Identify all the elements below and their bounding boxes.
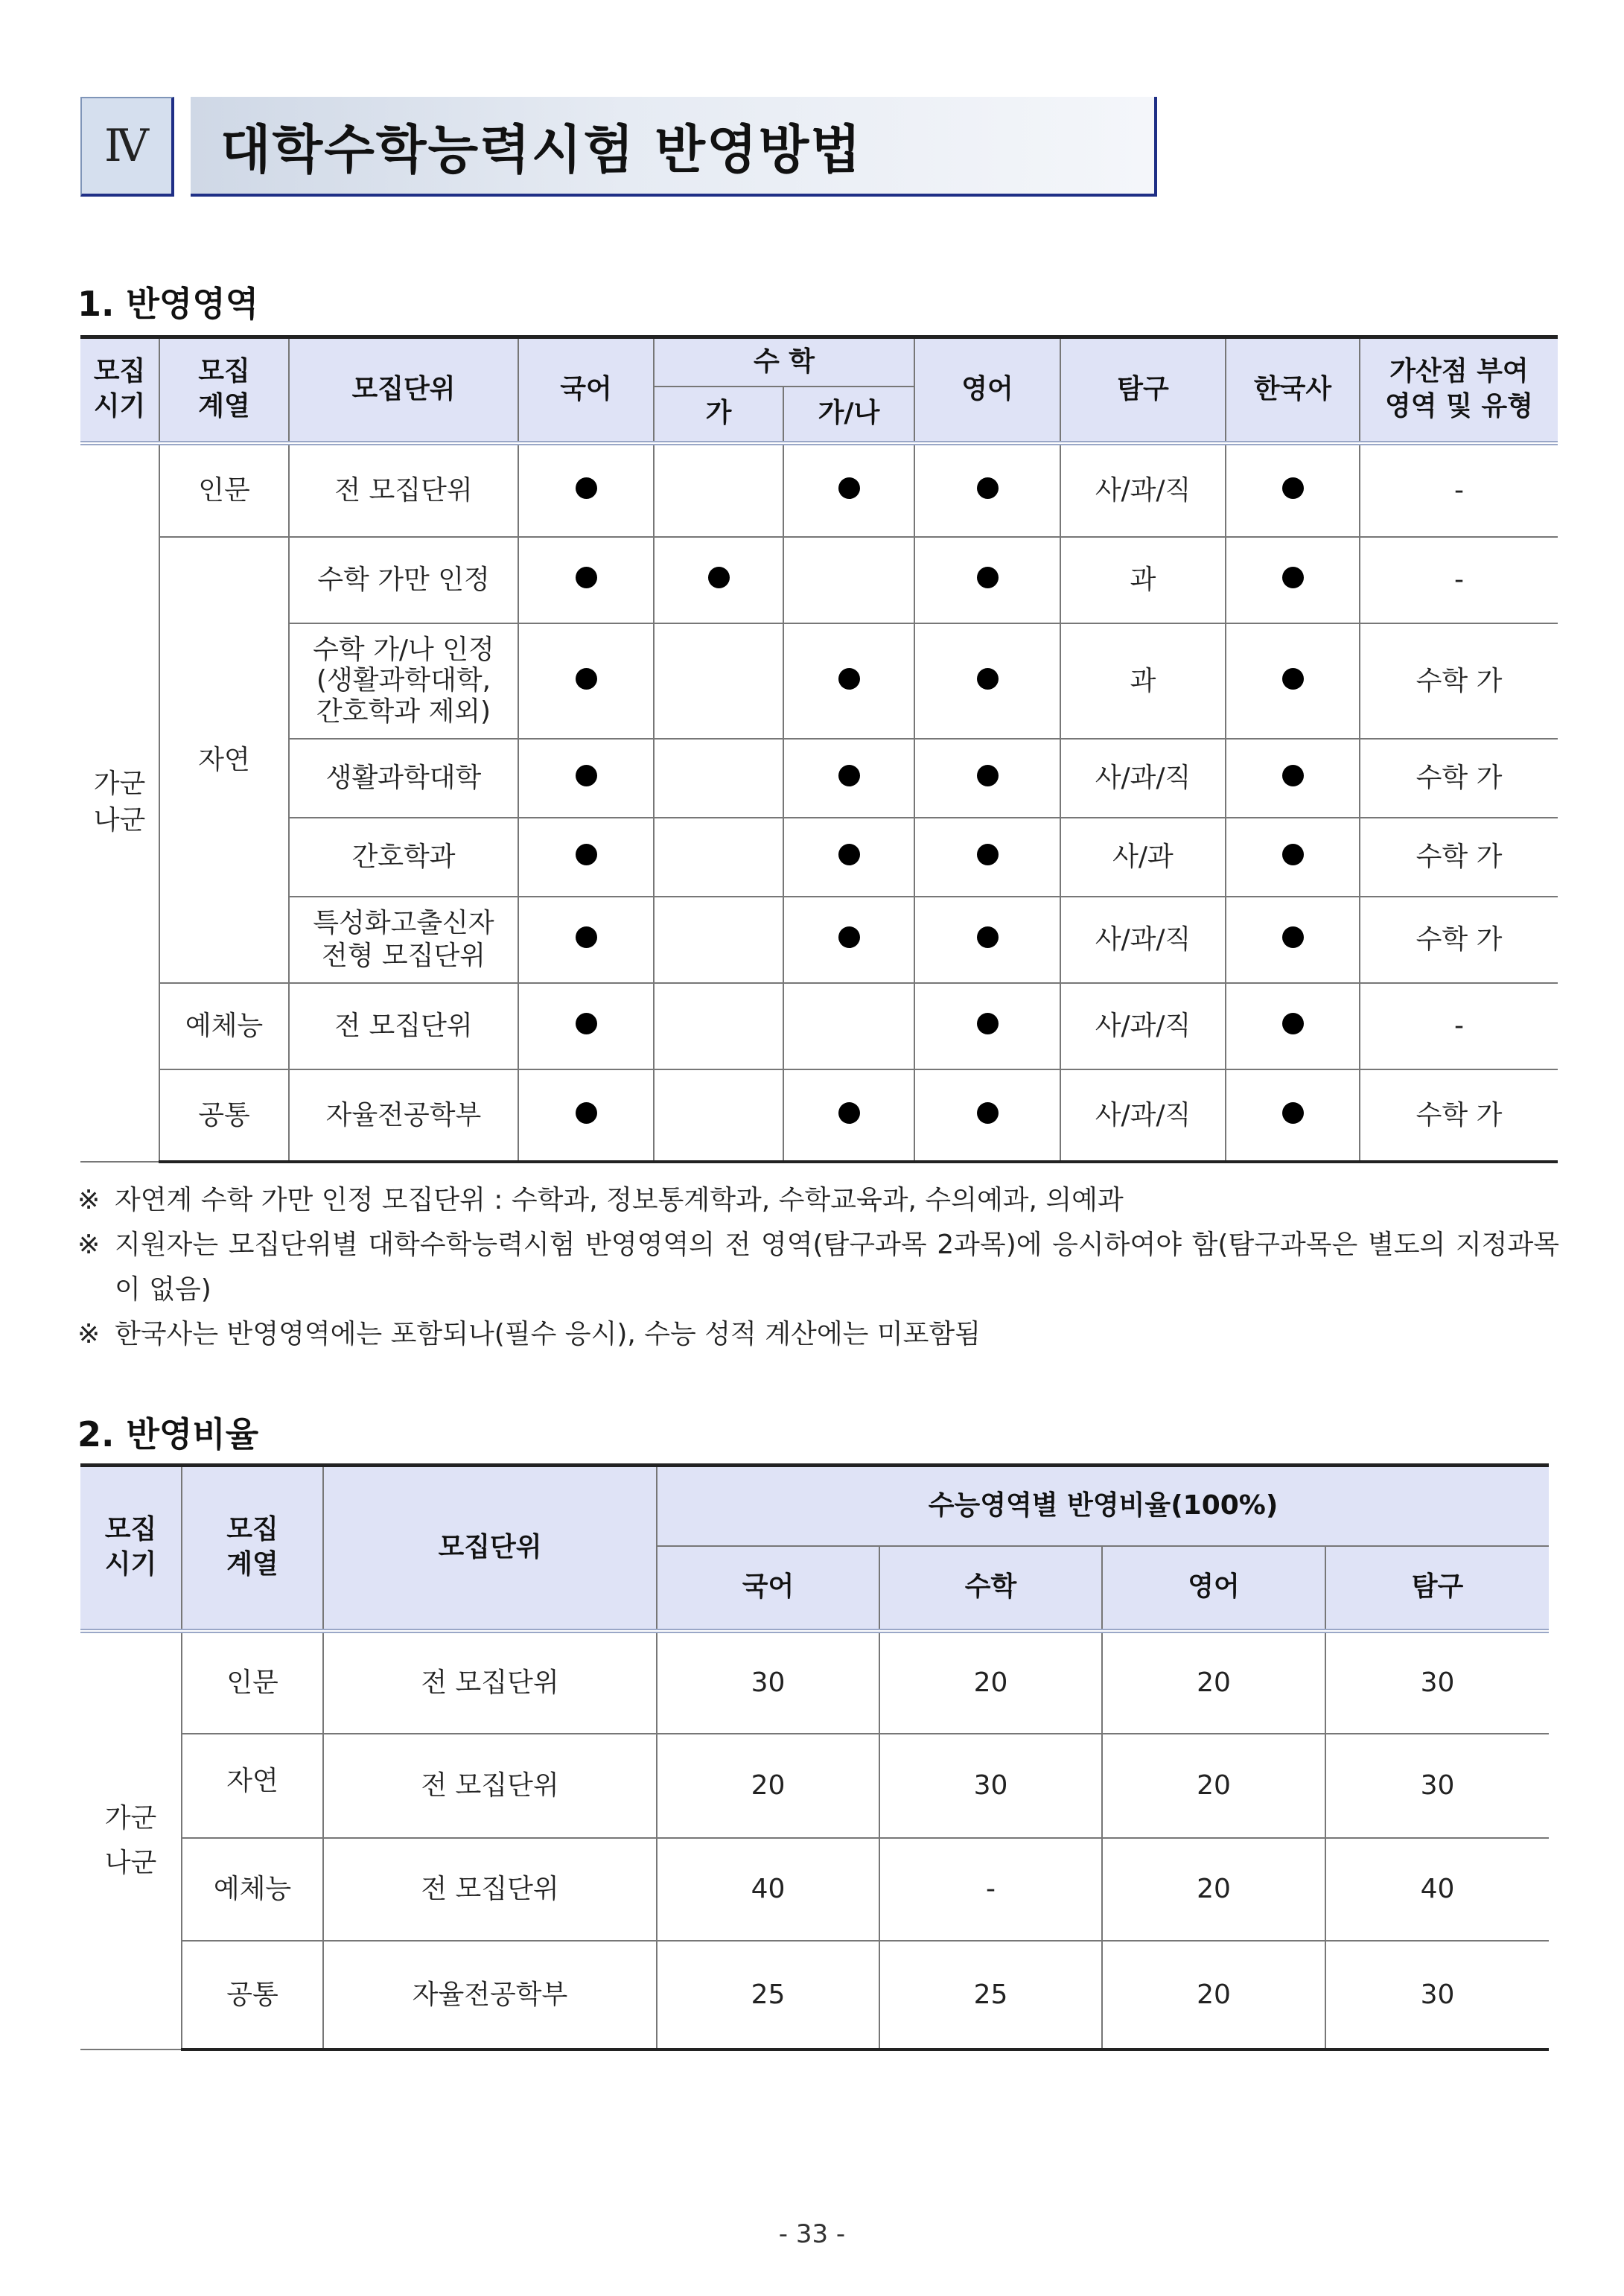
period-cell: 가군 나군 — [80, 443, 159, 1162]
bonus-cell: - — [1360, 983, 1558, 1069]
header-korean: 국어 — [657, 1546, 879, 1631]
bonus-cell: 수학 가 — [1360, 818, 1558, 897]
section1-title: 1. 반영영역 — [77, 284, 259, 324]
korean-ratio: 25 — [657, 1941, 879, 2049]
header-inquiry: 탐구 — [1325, 1546, 1549, 1631]
header-unit: 모집단위 — [323, 1466, 657, 1631]
inquiry-cell: 과 — [1060, 623, 1226, 739]
filled-dot-icon — [1282, 477, 1304, 499]
filled-dot-icon — [1282, 1013, 1304, 1034]
note-item — [77, 1312, 1559, 1357]
english-ratio: 20 — [1102, 1941, 1325, 2049]
note-text: 한국사는 반영영역에는 포함되나(필수 응시), 수능 성적 계산에는 미포함됨 — [115, 1319, 981, 1349]
unit-cell: 자율전공학부 — [289, 1069, 518, 1162]
header-period: 모집 시기 — [80, 337, 159, 443]
bonus-cell: - — [1360, 443, 1558, 537]
inquiry-cell: 사/과/직 — [1060, 983, 1226, 1069]
filled-dot-icon — [1282, 1102, 1304, 1124]
header-math-ga: 가 — [654, 387, 783, 443]
unit-cell: 전 모집단위 — [289, 443, 518, 537]
math-ratio: 25 — [879, 1941, 1102, 2049]
note-mark: ※ — [77, 1319, 101, 1349]
filled-dot-icon — [977, 477, 999, 499]
section1-notes — [77, 1178, 1559, 1357]
series-cell: 공통 — [182, 1941, 323, 2049]
filled-dot-icon — [576, 844, 597, 865]
header-english: 영어 — [1102, 1546, 1325, 1631]
filled-dot-icon — [838, 765, 860, 786]
inquiry-cell: 사/과 — [1060, 818, 1226, 897]
filled-dot-icon — [977, 844, 999, 865]
filled-dot-icon — [576, 926, 597, 948]
note-item — [77, 1178, 1559, 1223]
filled-dot-icon — [1282, 765, 1304, 786]
series-cell: 자연 — [159, 537, 289, 983]
header-inquiry: 탐구 — [1060, 337, 1226, 443]
filled-dot-icon — [838, 926, 860, 948]
filled-dot-icon — [576, 668, 597, 690]
bonus-cell: - — [1360, 537, 1558, 623]
unit-cell: 전 모집단위 — [323, 1631, 657, 1734]
filled-dot-icon — [1282, 926, 1304, 948]
header-series: 모집 계열 — [159, 337, 289, 443]
filled-dot-icon — [576, 477, 597, 499]
inquiry-ratio: 30 — [1325, 1941, 1549, 2049]
header-korean: 국어 — [518, 337, 654, 443]
header-period: 모집 시기 — [80, 1466, 182, 1631]
english-ratio: 20 — [1102, 1734, 1325, 1838]
math-ratio: - — [879, 1838, 1102, 1941]
inquiry-cell: 사/과/직 — [1060, 739, 1226, 818]
filled-dot-icon — [576, 765, 597, 786]
unit-cell: 전 모집단위 — [289, 983, 518, 1069]
chapter-number: Ⅳ — [80, 97, 174, 197]
section2-title: 2. 반영비율 — [77, 1414, 259, 1454]
series-cell: 인문 — [182, 1631, 323, 1734]
unit-cell: 특성화고출신자 전형 모집단위 — [289, 897, 518, 983]
inquiry-cell: 사/과/직 — [1060, 897, 1226, 983]
filled-dot-icon — [576, 1102, 597, 1124]
filled-dot-icon — [838, 477, 860, 499]
header-unit: 모집단위 — [289, 337, 518, 443]
unit-cell: 자율전공학부 — [323, 1941, 657, 2049]
filled-dot-icon — [977, 1102, 999, 1124]
filled-dot-icon — [576, 1013, 597, 1034]
korean-ratio: 30 — [657, 1631, 879, 1734]
filled-dot-icon — [838, 1102, 860, 1124]
note-mark: ※ — [77, 1230, 101, 1260]
unit-cell: 수학 가/나 인정 (생활과학대학, 간호학과 제외) — [289, 623, 518, 739]
filled-dot-icon — [977, 765, 999, 786]
filled-dot-icon — [1282, 844, 1304, 865]
unit-cell: 전 모집단위 — [323, 1838, 657, 1941]
bonus-cell: 수학 가 — [1360, 897, 1558, 983]
inquiry-cell: 사/과/직 — [1060, 443, 1226, 537]
unit-cell: 전 모집단위 — [323, 1734, 657, 1838]
header-english: 영어 — [914, 337, 1060, 443]
filled-dot-icon — [708, 567, 730, 588]
note-mark: ※ — [77, 1185, 101, 1215]
inquiry-ratio: 30 — [1325, 1734, 1549, 1838]
period-cell: 가군 나군 — [80, 1631, 182, 2049]
inquiry-ratio: 30 — [1325, 1631, 1549, 1734]
korean-ratio: 40 — [657, 1838, 879, 1941]
bonus-cell: 수학 가 — [1360, 623, 1558, 739]
unit-cell: 생활과학대학 — [289, 739, 518, 818]
header-series: 모집 계열 — [182, 1466, 323, 1631]
header-math: 수 학 — [654, 337, 914, 387]
series-cell: 예체능 — [182, 1838, 323, 1941]
reflection-area-table — [80, 335, 1558, 1163]
bonus-cell: 수학 가 — [1360, 1069, 1558, 1162]
header-math: 수학 — [879, 1546, 1102, 1631]
filled-dot-icon — [977, 1013, 999, 1034]
inquiry-ratio: 40 — [1325, 1838, 1549, 1941]
series-cell: 예체능 — [159, 983, 289, 1069]
filled-dot-icon — [977, 926, 999, 948]
header-bonus: 가산점 부여 영역 및 유형 — [1360, 337, 1558, 443]
series-cell: 자연 — [182, 1734, 323, 1838]
reflection-ratio-table — [80, 1463, 1549, 2051]
series-cell: 공통 — [159, 1069, 289, 1162]
english-ratio: 20 — [1102, 1631, 1325, 1734]
english-ratio: 20 — [1102, 1838, 1325, 1941]
filled-dot-icon — [977, 567, 999, 588]
filled-dot-icon — [1282, 567, 1304, 588]
korean-ratio: 20 — [657, 1734, 879, 1838]
bonus-cell: 수학 가 — [1360, 739, 1558, 818]
header-ratio: 수능영역별 반영비율(100%) — [657, 1466, 1549, 1546]
inquiry-cell: 과 — [1060, 537, 1226, 623]
note-item — [77, 1223, 1559, 1312]
math-ratio: 20 — [879, 1631, 1102, 1734]
filled-dot-icon — [1282, 668, 1304, 690]
series-cell: 인문 — [159, 443, 289, 537]
filled-dot-icon — [977, 668, 999, 690]
filled-dot-icon — [838, 844, 860, 865]
page-number: - 33 - — [778, 2219, 846, 2249]
note-text: 자연계 수학 가만 인정 모집단위 : 수학과, 정보통계학과, 수학교육과, 수의예과, 의예과 — [115, 1185, 1124, 1215]
note-text: 지원자는 모집단위별 대학수학능력시험 반영영역의 전 영역(탐구과목 2과목)에 응시하여야 함(탐구과목은 별도의 지정과목이 없음) — [115, 1230, 1559, 1305]
inquiry-cell: 사/과/직 — [1060, 1069, 1226, 1162]
unit-cell: 간호학과 — [289, 818, 518, 897]
math-ratio: 30 — [879, 1734, 1102, 1838]
page-title: 대학수학능력시험 반영방법 — [191, 97, 1157, 197]
unit-cell: 수학 가만 인정 — [289, 537, 518, 623]
filled-dot-icon — [838, 668, 860, 690]
filled-dot-icon — [576, 567, 597, 588]
header-math-gana: 가/나 — [783, 387, 914, 443]
header-history: 한국사 — [1226, 337, 1360, 443]
